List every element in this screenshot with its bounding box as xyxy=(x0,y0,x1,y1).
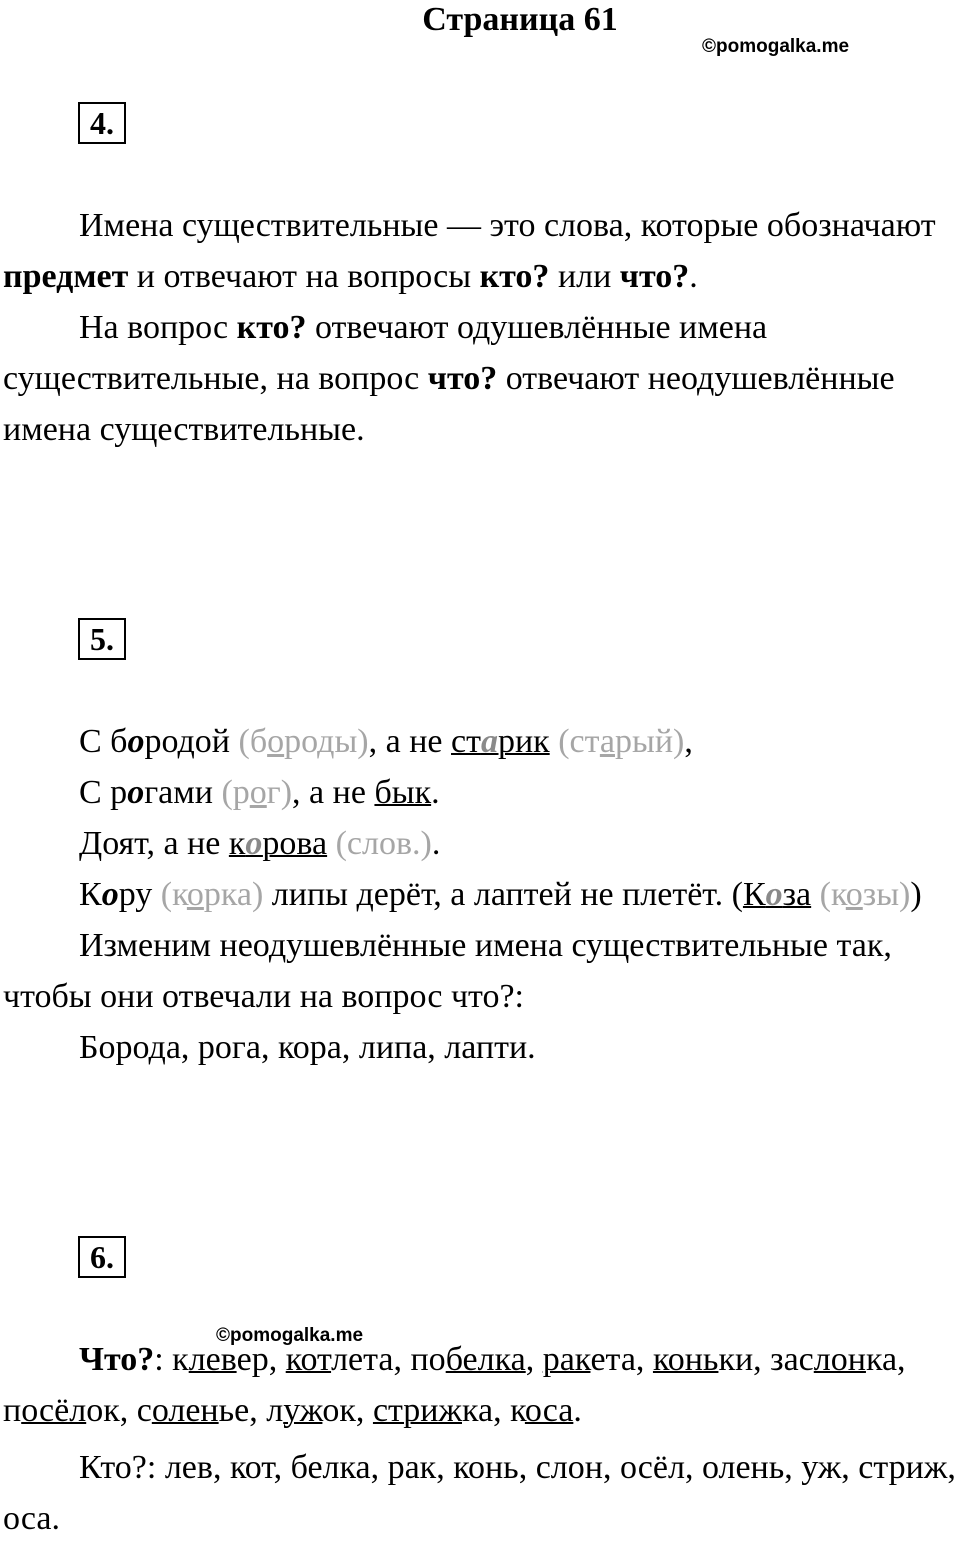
task-6-text xyxy=(3,1334,957,1544)
riddle-line-2: С рогами (рог), а не бык. xyxy=(79,774,440,811)
task-5-list: Борода, рога, кора, липа, лапти. xyxy=(79,1029,536,1066)
riddle-line-3: Доят, а не корова (слов.). xyxy=(79,825,441,862)
riddle-line-1: С бородой (бороды), а не старик (старый), xyxy=(79,723,693,760)
task-4-paragraph-2: На вопрос кто? отвечают одушевлённые имена существительные, на вопрос что? отвечают неодушевлённые имена существительные. xyxy=(3,309,895,448)
task-4-text xyxy=(3,200,957,455)
task-6-number: 6. xyxy=(78,1236,126,1278)
task-5-number: 5. xyxy=(78,618,126,660)
task-4-number: 4. xyxy=(78,102,126,144)
watermark-bottom: ©pomogalka.me xyxy=(216,1325,364,1346)
riddle-line-4: Кору (корка) липы дерёт, а лаптей не плетёт. (Коза (козы)) xyxy=(79,876,922,913)
task-5-text xyxy=(3,716,957,1073)
watermark-top: ©pomogalka.me xyxy=(702,36,850,57)
task-5-change-paragraph: Изменим неодушевлённые имена существительные так, чтобы они отвечали на вопрос что?: xyxy=(3,927,892,1015)
task-6-who-paragraph: Кто?: лев, кот, белка, рак, конь, слон, осёл, олень, уж, стриж, оса. xyxy=(3,1449,956,1537)
page-title: Страница 61 xyxy=(422,1,618,38)
task-6-what-paragraph: Что?: клевер, котлета, побелка, ракета, коньки, заслонка, посёлок, соленье, лужок, стрижка, коса. xyxy=(3,1341,906,1429)
task-4-paragraph-1: Имена существительные — это слова, которые обозначают предмет и отвечают на вопросы кто? или что?. xyxy=(3,207,936,295)
